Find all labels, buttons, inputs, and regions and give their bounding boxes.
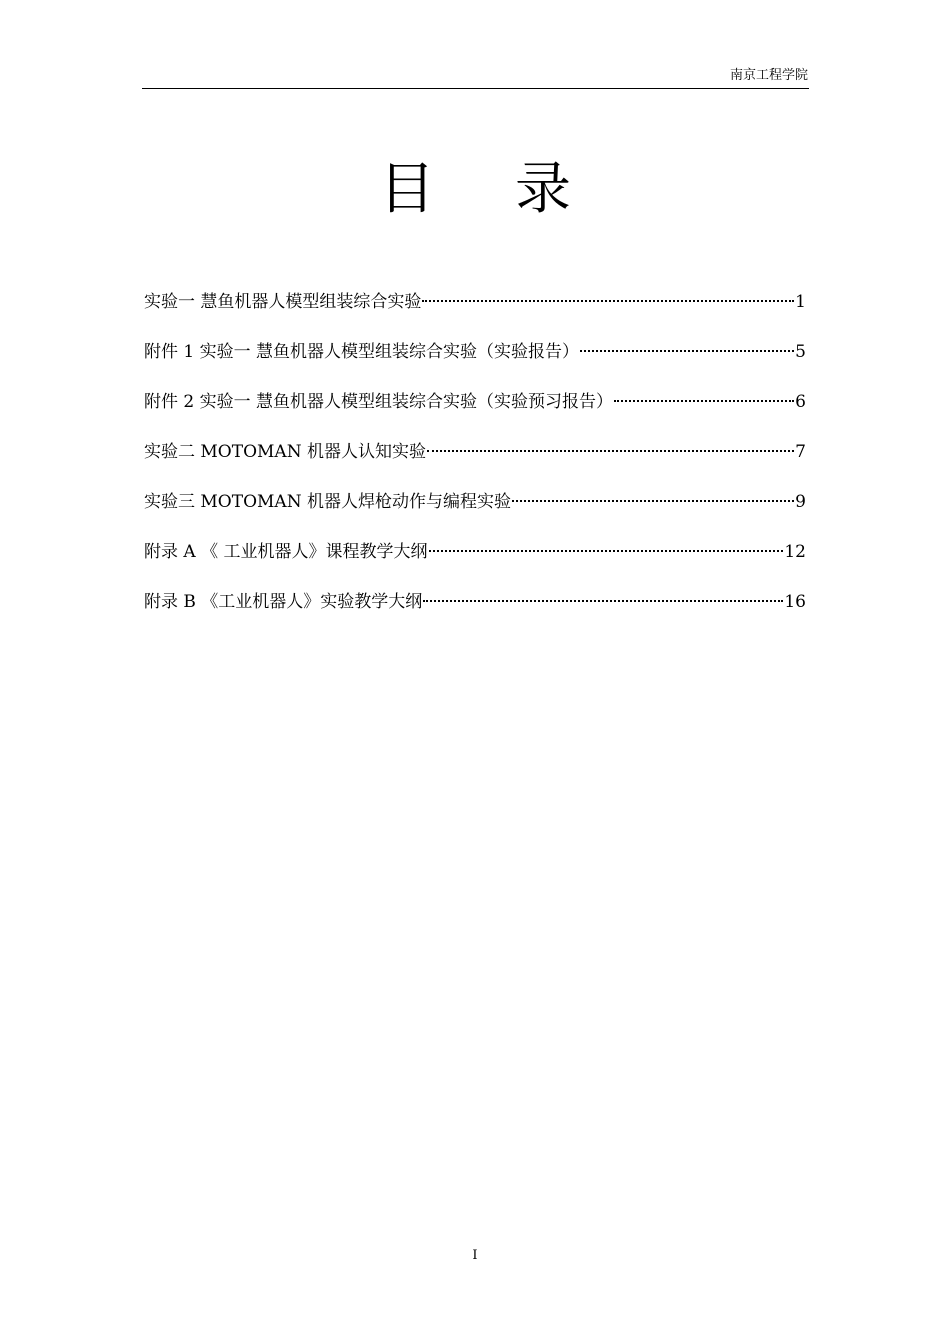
toc-leader-dots xyxy=(422,300,794,302)
toc-entry-label: 实验二 MOTOMAN 机器人认知实验 xyxy=(144,442,426,462)
page-number: I xyxy=(472,1248,478,1263)
toc-leader-dots xyxy=(429,550,784,552)
toc-leader-dots xyxy=(580,350,794,352)
toc-entry-page: 12 xyxy=(784,542,806,562)
toc-title: 目录 xyxy=(379,157,651,222)
toc-list xyxy=(144,290,806,640)
toc-entry-label: 附件 2 实验一 慧鱼机器人模型组装综合实验（实验预习报告） xyxy=(144,392,614,412)
toc-entry[interactable] xyxy=(144,490,806,515)
toc-entry-page: 5 xyxy=(795,342,806,362)
toc-entry-label: 实验三 MOTOMAN 机器人焊枪动作与编程实验 xyxy=(144,492,511,512)
toc-leader-dots xyxy=(512,500,794,502)
toc-entry-page: 1 xyxy=(795,292,806,312)
toc-entry[interactable] xyxy=(144,340,806,365)
toc-entry-page: 6 xyxy=(795,392,806,412)
toc-entry-label: 附录 B 《工业机器人》实验教学大纲 xyxy=(144,592,423,612)
header-rule xyxy=(142,88,809,89)
toc-leader-dots xyxy=(427,450,794,452)
toc-leader-dots xyxy=(614,400,794,402)
toc-entry[interactable] xyxy=(144,440,806,465)
toc-entry-label: 附件 1 实验一 慧鱼机器人模型组装综合实验（实验报告） xyxy=(144,342,580,362)
toc-entry-label: 附录 A 《 工业机器人》课程教学大纲 xyxy=(144,542,428,562)
toc-entry-page: 16 xyxy=(784,592,806,612)
toc-leader-dots xyxy=(423,600,783,602)
toc-entry[interactable] xyxy=(144,290,806,315)
toc-entry-page: 7 xyxy=(795,442,806,462)
toc-entry[interactable] xyxy=(144,390,806,415)
toc-entry-label: 实验一 慧鱼机器人模型组装综合实验 xyxy=(144,292,422,312)
toc-entry[interactable] xyxy=(144,590,806,615)
toc-entry-page: 9 xyxy=(795,492,806,512)
toc-entry[interactable] xyxy=(144,540,806,565)
running-header: 南京工程学院 xyxy=(729,68,808,83)
